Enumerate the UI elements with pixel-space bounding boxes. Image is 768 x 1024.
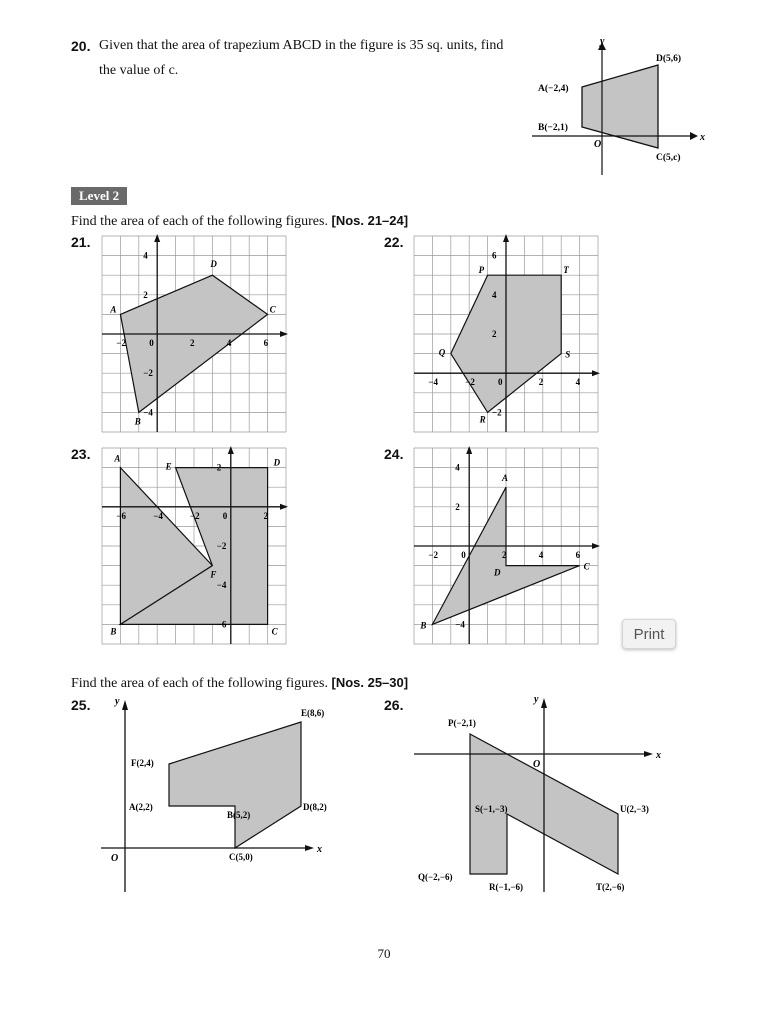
q23-grid-figure <box>100 446 290 646</box>
x-tick-label: 4 <box>575 377 581 388</box>
x-tick-label: 4 <box>538 550 544 560</box>
x-label: x <box>317 844 322 855</box>
vertex-label: U(2,−3) <box>620 804 649 814</box>
y-axis-arrow <box>466 446 472 454</box>
vertex-label: Q(−2,−6) <box>418 872 453 882</box>
x-tick-label: −6 <box>116 510 127 521</box>
x-label: x <box>656 750 661 761</box>
question-20-line1: Given that the area of trapezium ABCD in the figure is 35 sq. units, find <box>99 38 504 53</box>
instruction-text: Find the area of each of the following figures. <box>71 214 332 229</box>
vertex-label-d: D <box>210 259 217 270</box>
vertex-c-label: C(5,c) <box>656 153 681 163</box>
y-axis-arrow <box>503 234 509 242</box>
question-25-number: 25. <box>71 697 91 713</box>
vertex-label-a: A <box>114 453 121 464</box>
vertex-label: C(5,0) <box>229 852 253 862</box>
x-axis-arrow <box>644 751 653 757</box>
vertex-label-d: D <box>494 567 501 578</box>
vertex-d-label: D(5,6) <box>656 54 682 64</box>
y-axis-arrow <box>122 700 128 710</box>
vertex-label: T(2,−6) <box>596 882 625 892</box>
instruction-range: [Nos. 25–30] <box>331 675 409 690</box>
q26-figure <box>410 692 670 897</box>
question-21-number: 21. <box>71 234 91 250</box>
y-tick-label: −2 <box>492 407 502 418</box>
instruction-text: Find the area of each of the following figures. <box>71 676 332 691</box>
y-label: y <box>600 36 605 47</box>
vertex-label-a: A <box>110 304 117 315</box>
vertex-label: S(−1,−3) <box>475 804 508 814</box>
x-tick-label: 0 <box>498 377 503 388</box>
vertex-label: D(8,2) <box>303 802 327 812</box>
y-tick-label: 2 <box>216 462 222 473</box>
origin-label: O <box>111 853 119 864</box>
y-tick-label: −4 <box>455 619 465 630</box>
q22-grid-figure <box>412 234 602 434</box>
y-label: y <box>534 694 539 705</box>
x-axis-arrow <box>690 132 698 140</box>
vertex-label-d: D <box>273 457 281 468</box>
vertex-label-r: R <box>479 414 486 425</box>
instruction-25-30 <box>71 675 408 692</box>
y-axis-arrow <box>228 446 234 454</box>
y-tick-label: 4 <box>455 462 460 473</box>
x-label: x <box>700 132 705 143</box>
y-tick-label: −4 <box>143 407 153 418</box>
x-tick-label: 6 <box>263 338 269 348</box>
x-tick-label: −2 <box>465 377 475 388</box>
vertex-label-q: Q <box>438 347 446 358</box>
vertex-label-b: B <box>420 620 427 631</box>
print-button[interactable]: Print <box>622 619 676 649</box>
page-number: 70 <box>377 946 391 961</box>
vertex-label-c: C <box>271 626 278 637</box>
x-axis-arrow <box>305 845 314 851</box>
vertex-label: B(5,2) <box>227 810 251 820</box>
question-22-number: 22. <box>384 234 404 250</box>
x-tick-label: 2 <box>263 510 269 521</box>
y-label: y <box>115 696 120 707</box>
x-tick-label: 4 <box>226 338 232 348</box>
q24-grid-figure <box>412 446 602 646</box>
y-tick-label: 2 <box>492 329 497 339</box>
y-tick-label: 2 <box>455 501 460 512</box>
vertex-label-a: A <box>502 473 509 484</box>
x-axis-arrow <box>280 504 288 510</box>
question-24-number: 24. <box>384 446 404 462</box>
x-tick-label: −2 <box>428 550 439 560</box>
vertex-label-b: B <box>134 416 141 427</box>
vertex-label-s: S <box>565 349 571 360</box>
shaded-polygon <box>169 722 301 848</box>
vertex-label: R(−1,−6) <box>489 882 524 892</box>
question-23-number: 23. <box>71 446 91 462</box>
level-badge: Level 2 <box>71 187 127 205</box>
x-tick-label: 6 <box>575 550 581 560</box>
x-tick-label: −2 <box>116 338 127 348</box>
x-tick-label: 0 <box>461 550 466 560</box>
y-tick-label: −2 <box>143 368 153 379</box>
x-tick-label: 2 <box>190 338 195 348</box>
y-tick-label: 6 <box>492 250 497 261</box>
vertex-label-c: C <box>583 561 590 572</box>
vertex-label-e: E <box>165 461 172 472</box>
q21-grid-figure <box>100 234 290 434</box>
q20-trapezium-figure <box>520 30 720 180</box>
vertex-label-t: T <box>563 265 569 276</box>
vertex-label-p: P <box>478 265 485 276</box>
q25-figure <box>95 692 335 897</box>
x-tick-label: −4 <box>428 377 439 388</box>
instruction-range: [Nos. 21–24] <box>331 213 409 228</box>
y-axis-arrow <box>154 234 160 242</box>
y-axis-arrow <box>541 698 547 708</box>
vertex-label: A(2,2) <box>129 802 153 812</box>
instruction-21-24 <box>71 213 408 230</box>
y-tick-label: −4 <box>216 580 227 591</box>
x-tick-label: 2 <box>538 377 544 388</box>
question-20-number: 20. <box>71 38 91 54</box>
origin-label: O <box>533 759 541 770</box>
x-axis-arrow <box>592 370 600 376</box>
x-axis-arrow <box>592 543 600 549</box>
x-tick-label: 2 <box>502 550 507 560</box>
question-20-line2: the value of c. <box>99 63 179 78</box>
question-26-number: 26. <box>384 697 404 713</box>
vertex-label: P(−2,1) <box>448 718 476 728</box>
y-tick-label: 4 <box>492 289 497 300</box>
vertex-label: E(8,6) <box>301 708 325 718</box>
y-tick-label: 2 <box>143 289 148 300</box>
x-tick-label: −4 <box>153 510 163 521</box>
y-tick-label: −6 <box>216 619 227 630</box>
y-tick-label: −2 <box>216 541 227 551</box>
x-tick-label: −2 <box>190 510 200 521</box>
x-axis-arrow <box>280 331 288 337</box>
vertex-label-b: B <box>110 626 117 637</box>
vertex-b-label: B(−2,1) <box>538 123 568 133</box>
vertex-label-f: F <box>210 569 217 580</box>
vertex-a-label: A(−2,4) <box>538 84 569 94</box>
vertex-label-c: C <box>269 304 276 315</box>
x-tick-label: 0 <box>149 338 154 348</box>
x-tick-label: 0 <box>222 510 228 521</box>
origin-label: O <box>594 139 602 150</box>
y-tick-label: 4 <box>143 250 148 261</box>
vertex-label: F(2,4) <box>131 758 154 768</box>
